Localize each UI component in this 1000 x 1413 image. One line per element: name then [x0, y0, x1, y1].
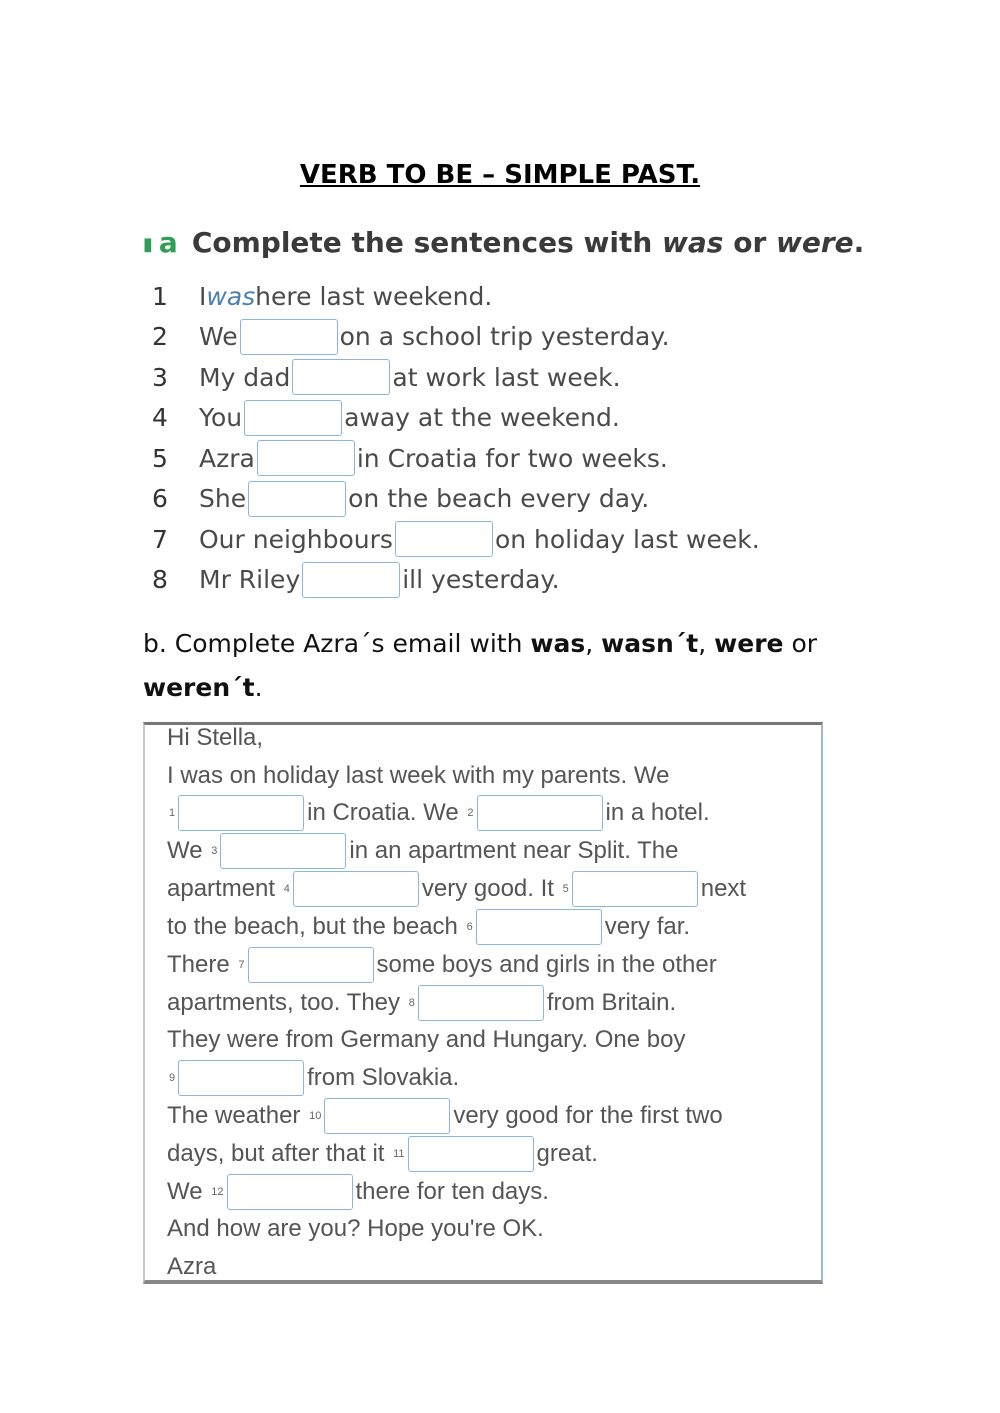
- email-line: They were from Germany and Hungary. One boy: [167, 1026, 686, 1053]
- option-was: was: [530, 629, 586, 658]
- separator: ,: [698, 629, 715, 658]
- sentence-end: on the beach every day.: [348, 484, 650, 514]
- sentence-row: [152, 479, 760, 520]
- option-was: was: [662, 226, 724, 259]
- sentence-start: Mr Riley: [199, 565, 301, 595]
- email-text: The weather: [167, 1102, 301, 1129]
- answer-gap-1[interactable]: [178, 795, 304, 831]
- sentence-start: We: [199, 322, 238, 352]
- sentence-number: 4: [152, 403, 168, 433]
- section-a-sentences: [152, 276, 760, 600]
- email-text: in a hotel.: [605, 799, 710, 826]
- gap-number: 3: [211, 845, 218, 857]
- sentence-number: 5: [152, 443, 168, 473]
- email-line: [167, 1097, 723, 1135]
- sentence-number: 3: [152, 362, 168, 392]
- option-were: were: [776, 226, 854, 259]
- email-greeting: Hi Stella,: [167, 724, 264, 751]
- answer-gap-4[interactable]: [293, 871, 419, 907]
- sentence-row: [152, 438, 760, 479]
- email-text: to the beach, but the beach: [167, 913, 458, 940]
- sentence-end: ill yesterday.: [402, 565, 560, 595]
- section-b-text: b. Complete Azra´s email with: [143, 629, 531, 658]
- instruction-period: .: [853, 226, 865, 259]
- separator: .: [254, 673, 263, 702]
- email-text: in Croatia. We: [307, 799, 459, 826]
- sentence-end: here last weekend.: [255, 281, 493, 311]
- gap-number: 11: [393, 1148, 405, 1160]
- answer-gap[interactable]: [395, 521, 493, 557]
- sentence-start: Our neighbours: [199, 524, 393, 554]
- sentence-end: at work last week.: [392, 362, 621, 392]
- sentence-end: on holiday last week.: [494, 524, 760, 554]
- sentence-start: You: [199, 403, 243, 433]
- sentence-end: away at the weekend.: [344, 403, 620, 433]
- email-text: great.: [536, 1140, 598, 1167]
- email-line: I was on holiday last week with my parents. We: [167, 762, 670, 789]
- sentence-start: I: [199, 281, 207, 311]
- separator: ,: [585, 629, 602, 658]
- email-line: [167, 984, 676, 1022]
- email-line: [167, 870, 746, 908]
- gap-number: 5: [562, 883, 569, 895]
- answer-gap[interactable]: [244, 400, 342, 436]
- answer-gap[interactable]: [257, 440, 355, 476]
- gap-number: 9: [169, 1072, 176, 1084]
- email-line: [167, 908, 690, 946]
- email-text: There: [167, 951, 230, 978]
- sentence-number: 1: [152, 281, 168, 311]
- sentence-number: 7: [152, 524, 168, 554]
- email-text: apartments, too. They: [167, 989, 401, 1016]
- answer-gap-11[interactable]: [408, 1136, 534, 1172]
- sentence-row: [152, 519, 760, 560]
- section-a-letter: a: [158, 226, 178, 259]
- gap-number: 12: [211, 1186, 224, 1198]
- sentence-start: Azra: [199, 443, 255, 473]
- answer-gap[interactable]: [292, 359, 390, 395]
- email-text: very far.: [604, 913, 691, 940]
- email-line: [167, 1135, 598, 1173]
- instruction-text: Complete the sentences with: [191, 226, 663, 259]
- email-text: there for ten days.: [355, 1178, 549, 1205]
- answer-gap-5[interactable]: [572, 871, 698, 907]
- answer-gap-7[interactable]: [248, 947, 374, 983]
- instruction-connector: or: [723, 226, 776, 259]
- email-line: [167, 832, 678, 870]
- option-werent: weren´t: [143, 673, 255, 702]
- option-wasnt: wasn´t: [601, 629, 699, 658]
- email-text: days, but after that it: [167, 1140, 385, 1167]
- sentence-number: 8: [152, 565, 168, 595]
- email-line: And how are you? Hope you're OK.: [167, 1215, 544, 1242]
- answer-gap-9[interactable]: [178, 1060, 304, 1096]
- sentence-row: [152, 357, 760, 398]
- section-a-instruction: [143, 226, 864, 259]
- option-were: were: [714, 629, 784, 658]
- answer-gap-12[interactable]: [227, 1174, 353, 1210]
- gap-number: 8: [408, 997, 415, 1009]
- email-text: We: [167, 1178, 203, 1205]
- answer-gap[interactable]: [302, 562, 400, 598]
- email-text: from Britain.: [546, 989, 677, 1016]
- email-text: in an apartment near Split. The: [349, 837, 679, 864]
- gap-number: 7: [238, 959, 245, 971]
- sentence-row: [152, 398, 760, 439]
- gap-number: 2: [467, 807, 474, 819]
- gap-number: 10: [309, 1110, 322, 1122]
- email-box: [143, 722, 823, 1284]
- email-text: very good for the first two: [453, 1102, 723, 1129]
- email-text: next: [700, 875, 747, 902]
- email-text: from Slovakia.: [307, 1064, 460, 1091]
- email-line: [167, 1059, 459, 1097]
- email-line: [167, 794, 710, 832]
- email-line: [167, 946, 717, 984]
- answer-gap[interactable]: [248, 481, 346, 517]
- email-text: very good. It: [421, 875, 554, 902]
- worksheet-title: VERB TO BE – SIMPLE PAST.: [299, 160, 701, 190]
- answer-gap-3[interactable]: [220, 833, 346, 869]
- sentence-row: [152, 560, 760, 601]
- tick-mark: ▮: [143, 233, 153, 255]
- separator: or: [783, 629, 818, 658]
- email-text: apartment: [167, 875, 276, 902]
- sentence-start: My dad: [199, 362, 291, 392]
- email-text: We: [167, 837, 203, 864]
- answer-gap-6[interactable]: [476, 909, 602, 945]
- sentence-end: on a school trip yesterday.: [339, 322, 670, 352]
- sentence-number: 2: [152, 322, 168, 352]
- gap-number: 1: [169, 807, 176, 819]
- answer-gap-8[interactable]: [418, 985, 544, 1021]
- sentence-start: She: [199, 484, 247, 514]
- sentence-number: 6: [152, 484, 168, 514]
- email-signature: Azra: [167, 1253, 217, 1280]
- email-line: [167, 1173, 549, 1211]
- sentence-end: in Croatia for two weeks.: [356, 443, 668, 473]
- email-text: some boys and girls in the other: [376, 951, 717, 978]
- gap-number: 6: [466, 921, 473, 933]
- gap-number: 4: [283, 883, 290, 895]
- answer-gap-10[interactable]: [324, 1098, 450, 1134]
- answer-gap[interactable]: [240, 319, 338, 355]
- sentence-row: [152, 317, 760, 358]
- sentence-row: [152, 276, 760, 317]
- answer-gap-2[interactable]: [477, 795, 603, 831]
- example-answer: was: [206, 281, 256, 311]
- section-b-instruction: [143, 622, 863, 710]
